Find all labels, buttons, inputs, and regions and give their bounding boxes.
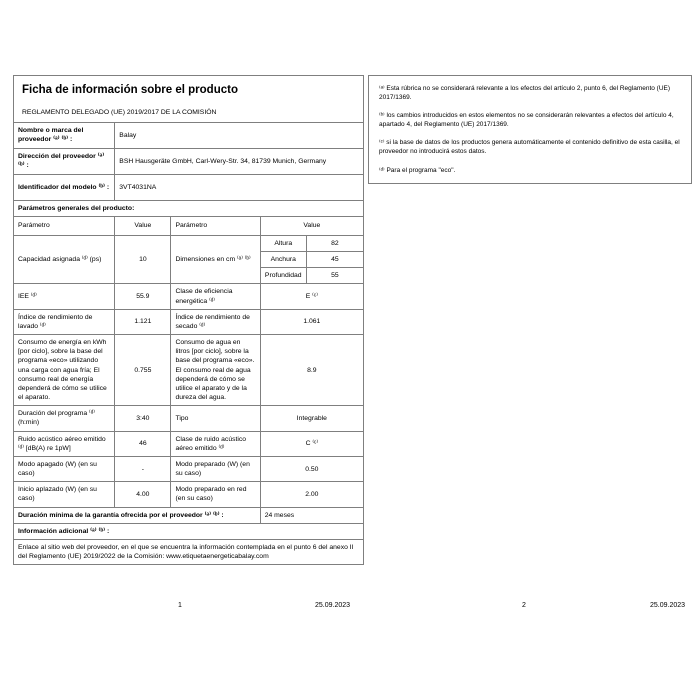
title-block [14, 76, 364, 123]
supplier-address-value: BSH Hausgeräte GmbH, Carl-Wery-Str. 34, 81739 Munich, Germany [115, 148, 364, 174]
table-row [14, 335, 364, 406]
table-row [14, 539, 364, 564]
footer-date-1: 25.09.2023 [315, 602, 351, 609]
section-header: Parámetros generales del producto: [14, 200, 364, 216]
footnote-c: ⁽ᶜ⁾ si la base de datos de los productos genera automáticamente el contenido definitivo de esta casilla, el proveedor no introducirá estos datos. [379, 139, 680, 156]
param-label: Modo preparado en red (en su caso) [171, 482, 260, 507]
table-row [14, 235, 364, 251]
footer-date-2: 25.09.2023 [650, 602, 686, 609]
param-label: Índice de rendimiento de secado ⁽ᵈ⁾ [171, 309, 260, 334]
param-value: - [115, 456, 171, 481]
model-identifier-value: 3VT4031NA [115, 174, 364, 200]
param-value: 4.00 [115, 482, 171, 507]
param-value: 1.121 [115, 309, 171, 334]
document-title: Ficha de información sobre el producto [22, 84, 238, 96]
model-identifier-label: Identificador del modelo ⁽ᵇ⁾ : [14, 174, 115, 200]
table-row [14, 482, 364, 507]
param-value: Integrable [260, 406, 363, 431]
additional-info-label: Información adicional ⁽ᵃ⁾ ⁽ᵇ⁾ : [14, 523, 364, 539]
param-label: Tipo [171, 406, 260, 431]
dimension-depth-value: 55 [306, 268, 363, 284]
param-value: 1.061 [260, 309, 363, 334]
product-fiche-page [13, 75, 364, 565]
footnote-a: ⁽ᵃ⁾ Esta rúbrica no se considerará relevante a los efectos del artículo 2, punto 6, del Reglamento (UE) 2017/1369. [379, 85, 671, 102]
warranty-label: Duración mínima de la garantía ofrecida por el proveedor ⁽ᵃ⁾ ⁽ᵇ⁾ : [14, 507, 261, 523]
param-value: 46 [115, 431, 171, 456]
col-header-value-1: Value [115, 216, 171, 235]
supplier-website-link-text: Enlace al sitio web del proveedor, en el que se encuentra la información contemplada en el punto 6 del anexo II del Reglamento (UE) 2019/2022 de la Comisión: www.etiquetaenergeticabalay.com [14, 539, 364, 564]
dimension-depth-label: Profundidad [260, 268, 306, 284]
param-value: 0.755 [115, 335, 171, 406]
param-label: Índice de rendimiento de lavado ⁽ᵈ⁾ [14, 309, 115, 334]
col-header-param-2: Parámetro [171, 216, 260, 235]
param-label: Consumo de agua en litros [por ciclo], sobre la base del programa «eco». El consumo real de agua dependerá de cómo se utilice el aparato y de la dureza del agua. [171, 335, 260, 406]
param-label: Duración del programa ⁽ᵈ⁾ (h:min) [14, 406, 115, 431]
capacity-value: 10 [115, 235, 171, 284]
supplier-name-label: Nombre o marca del proveedor ⁽ᵃ⁾ ⁽ᵇ⁾ : [14, 122, 115, 148]
footnote-b: ⁽ᵇ⁾ los cambios introducidos en estos elementos no se considerarán relevantes a efectos del artículo 4, apartado 4, del Reglamento (UE) 2017/1369. [379, 112, 674, 129]
table-row [14, 406, 364, 431]
regulation-subtitle: REGLAMENTO DELEGADO (UE) 2019/2017 DE LA COMISIÓN [22, 108, 217, 116]
param-label: IEE ⁽ᵈ⁾ [14, 284, 115, 309]
param-value: 0.50 [260, 456, 363, 481]
supplier-name-value: Balay [115, 122, 364, 148]
param-value: 8.9 [260, 335, 363, 406]
warranty-value: 24 meses [260, 507, 363, 523]
param-value: 55.9 [115, 284, 171, 309]
param-label: Modo preparado (W) (en su caso) [171, 456, 260, 481]
capacity-label: Capacidad asignada ⁽ᵈ⁾ (ps) [14, 235, 115, 284]
param-label: Modo apagado (W) (en su caso) [14, 456, 115, 481]
table-row [14, 431, 364, 456]
product-fiche-table [13, 75, 364, 565]
table-row [14, 507, 364, 523]
footnote-d: ⁽ᵈ⁾ Para el programa "eco". [379, 166, 456, 174]
page-number-2: 2 [522, 602, 526, 609]
dimension-height-value: 82 [306, 235, 363, 251]
param-label: Consumo de energía en kWh [por ciclo], sobre la base del programa «eco» utilizando una carga con agua fría; El consumo real de energía dependerá de cómo se utilice el aparato. [14, 335, 115, 406]
page-number-1: 1 [178, 602, 182, 609]
param-value: E ⁽ᶜ⁾ [260, 284, 363, 309]
table-row [14, 284, 364, 309]
param-value: 3:40 [115, 406, 171, 431]
supplier-address-label: Dirección del proveedor ⁽ᵃ⁾ ⁽ᵇ⁾ : [14, 148, 115, 174]
footnotes-panel [368, 75, 692, 184]
param-label: Inicio aplazado (W) (en su caso) [14, 482, 115, 507]
param-value: C ⁽ᶜ⁾ [260, 431, 363, 456]
dimension-width-label: Anchura [260, 252, 306, 268]
dimension-height-label: Altura [260, 235, 306, 251]
table-row [14, 456, 364, 481]
dimensions-label: Dimensiones en cm ⁽ᵃ⁾ ⁽ᵇ⁾ [171, 235, 260, 284]
table-row [14, 309, 364, 334]
param-value: 2.00 [260, 482, 363, 507]
param-label: Clase de ruido acústico aéreo emitido ⁽ᵈ⁾ [171, 431, 260, 456]
param-label: Ruido acústico aéreo emitido ⁽ᵈ⁾ [dB(A) re 1pW] [14, 431, 115, 456]
dimension-width-value: 45 [306, 252, 363, 268]
table-row [14, 523, 364, 539]
col-header-param-1: Parámetro [14, 216, 115, 235]
col-header-value-2: Value [260, 216, 363, 235]
param-label: Clase de eficiencia energética ⁽ᵈ⁾ [171, 284, 260, 309]
